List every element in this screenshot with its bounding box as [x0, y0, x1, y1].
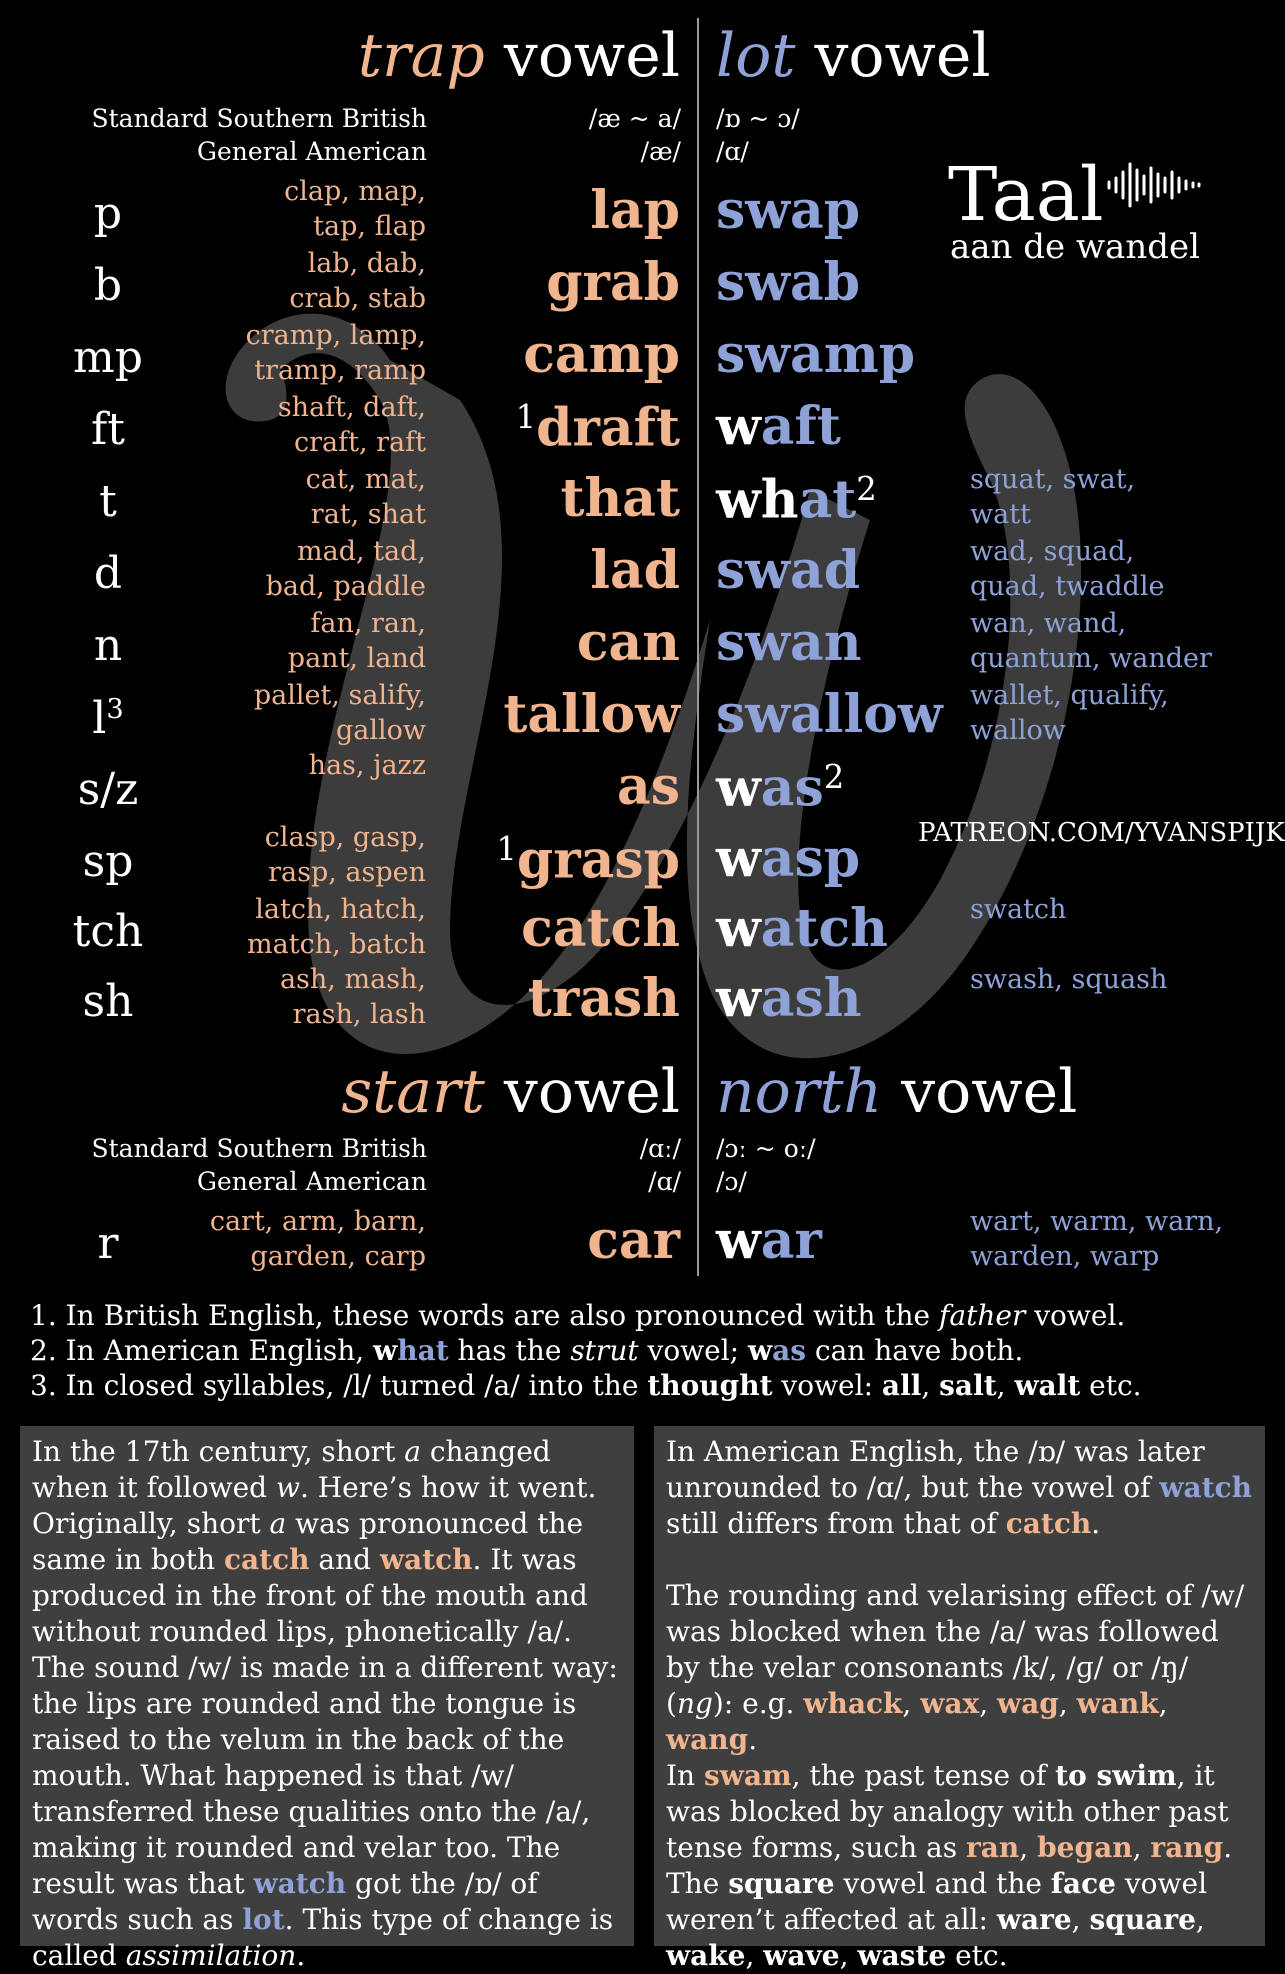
related-words-n: wan, wand, quantum, wander	[970, 608, 1212, 674]
logo-title: Taal	[948, 152, 1104, 238]
consonant-t: t	[99, 476, 117, 527]
north-ipa: /ɔː ~ oː/ /ɔ/	[716, 1134, 816, 1196]
consonant-sh: sh	[82, 976, 134, 1027]
start-vowel-header: start vowel	[341, 1057, 680, 1127]
soundwave-icon	[1106, 160, 1202, 210]
trap-word-grab: grab	[546, 252, 680, 313]
examples-ft: shaft, daft, craft, raft	[277, 392, 426, 458]
related-words-r: wart, warm, warn, warden, warp	[970, 1206, 1224, 1272]
consonant-b: b	[93, 260, 123, 311]
trap-word-lad: lad	[590, 540, 680, 601]
examples-mp: cramp, lamp, tramp, ramp	[245, 320, 426, 386]
examples-r: cart, arm, barn, garden, carp	[209, 1206, 426, 1272]
lot-word-war: war	[716, 1210, 822, 1271]
trap-word-that: that	[560, 468, 680, 529]
trap-word-draft: $^1$draft	[515, 397, 680, 459]
related-words-t: squat, swat, watt	[970, 464, 1136, 530]
lot-ipa: /ɒ ~ ɔ/ /ɑ/	[716, 104, 800, 166]
examples-tch: latch, hatch, match, batch	[247, 894, 426, 960]
trap-word-camp: camp	[523, 324, 680, 385]
lot-word-was: was$^2$	[716, 757, 845, 819]
examples-n: fan, ran, pant, land	[287, 608, 426, 674]
examples-sp: clasp, gasp, rasp, aspen	[264, 822, 426, 888]
trap-word-lap: lap	[590, 180, 680, 241]
related-words-sh: swash, squash	[970, 964, 1168, 995]
explanation-box-left: In the 17th century, short a changed when it followed w. Here’s how it went. Originally, short a was pronounced the same in both catch and watch. It was produced in the front of the mouth and without rounded lips, phonetically /a/. The sound /w/ is made in a different way: the lips are rounded and the tongue is raised to the velum in the back of the mouth. What happened is that /w/ transferred these qualities onto the /a/, making it rounded and velar too. The result was that watch got the /ɒ/ of words such as lot. This type of change is called assimilation.	[20, 1426, 634, 1946]
north-vowel-header: north vowel	[716, 1057, 1078, 1127]
center-divider	[697, 18, 699, 1276]
explanation-box-right: In American English, the /ɒ/ was later unrounded to /ɑ/, but the vowel of watch still differs from that of catch. The rounding and velarising effect of /w/ was blocked when the /a/ was followed by the velar consonants /k/, /ɡ/ or /ŋ/ (ng): e.g. whack, wax, wag, wank, wang. In swam, the past tense of to swim, it was blocked by analogy with other past tense forms, such as ran, began, rang. The square vowel and the face vowel weren’t affected at all: ware, square, wake, wave, waste etc.	[654, 1426, 1265, 1946]
consonant-sp: sp	[82, 836, 134, 887]
examples-s-z: has, jazz	[308, 750, 426, 781]
trap-word-catch: catch	[521, 898, 680, 959]
related-words-tch: swatch	[970, 894, 1067, 925]
footnote-1: 1. In British English, these words are also pronounced with the father vowel.	[30, 1299, 1126, 1332]
lot-word-swamp: swamp	[716, 324, 916, 385]
trap-word-as: as	[617, 756, 680, 817]
lot-word-what: what$^2$	[716, 469, 877, 531]
lot-word-wash: wash	[716, 968, 862, 1029]
trap-word-tallow: tallow	[503, 684, 680, 745]
related-words-l: wallet, qualify, wallow	[970, 680, 1169, 746]
trap-ipa: /æ ~ a/ /æ/	[588, 104, 681, 166]
consonant-p: p	[93, 188, 123, 239]
consonant-tch: tch	[72, 906, 144, 957]
examples-t: cat, mat, rat, shat	[305, 464, 426, 530]
lot-word-swab: swab	[716, 252, 861, 313]
consonant-ft: ft	[91, 404, 125, 455]
accent-labels-top: Standard Southern British General American	[91, 104, 427, 166]
examples-d: mad, tad, bad, paddle	[265, 536, 426, 602]
consonant-s-z: s/z	[77, 764, 139, 815]
lot-word-swan: swan	[716, 612, 862, 673]
trap-word-car: car	[587, 1210, 680, 1271]
lot-word-swad: swad	[716, 540, 861, 601]
examples-b: lab, dab, crab, stab	[289, 248, 426, 314]
lot-word-swallow: swallow	[716, 684, 943, 745]
consonant-d: d	[93, 548, 123, 599]
lot-word-waft: waft	[716, 396, 841, 457]
accent-labels-bottom: Standard Southern British General American	[91, 1134, 427, 1196]
consonant-n: n	[93, 620, 123, 671]
related-words-d: wad, squad, quad, twaddle	[970, 536, 1165, 602]
trap-word-grasp: $^1$grasp	[496, 829, 680, 891]
trap-word-trash: trash	[527, 968, 680, 1029]
trap-word-can: can	[576, 612, 680, 673]
examples-sh: ash, mash, rash, lash	[279, 964, 426, 1030]
lot-vowel-header: lot vowel	[716, 21, 991, 91]
lot-word-watch: watch	[716, 898, 888, 959]
trap-vowel-header: trap vowel	[357, 21, 680, 91]
logo-subtitle: aan de wandel	[950, 227, 1200, 267]
lot-word-wasp: wasp	[716, 828, 861, 889]
examples-p: clap, map, tap, flap	[284, 176, 426, 242]
patreon-link[interactable]: PATREON.COM/YVANSPIJK	[918, 818, 1285, 848]
footnote-3: 3. In closed syllables, /l/ turned /a/ into the thought vowel: all, salt, walt etc.	[30, 1369, 1142, 1402]
lot-word-swap: swap	[716, 180, 861, 241]
examples-l: pallet, salify, gallow	[253, 680, 426, 746]
footnote-2: 2. In American English, what has the strut vowel; was can have both.	[30, 1334, 1024, 1367]
consonant-mp: mp	[73, 332, 143, 383]
start-ipa: /ɑː/ /ɑ/	[639, 1134, 681, 1196]
consonant-l: $l^3$	[92, 693, 124, 744]
consonant-r: r	[97, 1218, 119, 1269]
